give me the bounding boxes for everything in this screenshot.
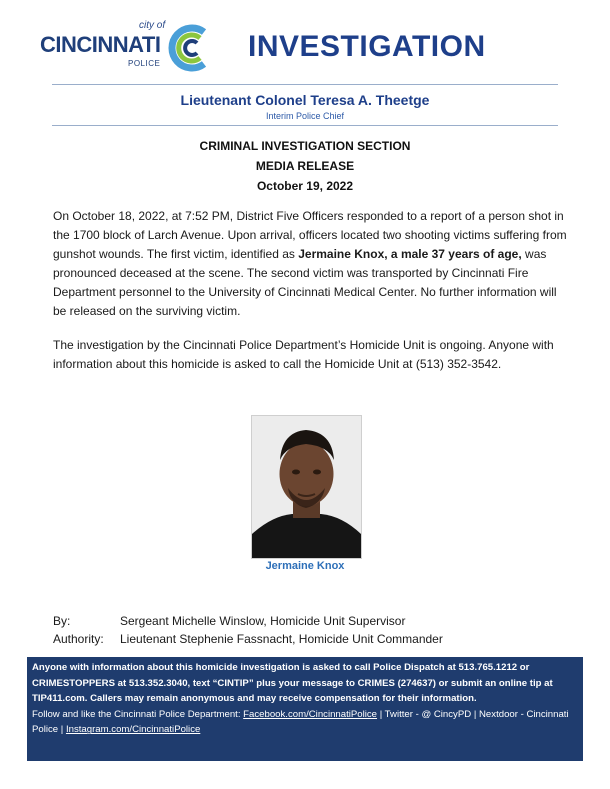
byline-label: By: — [53, 614, 71, 628]
incident-text-1: On October 18, 2022, at 7:52 PM, District Five Officers responded to a report of a person shot in the 1700 block of Larch Avenue. Upon arrival, officers located two shooting victims suffering from gunshot wounds. The first victim, identified as — [53, 209, 567, 261]
follow-prefix: Follow and like the Cincinnati Police Department: — [32, 708, 244, 720]
page-title: INVESTIGATION — [248, 30, 486, 63]
byline-value: Sergeant Michelle Winslow, Homicide Unit Supervisor — [120, 614, 406, 628]
victim-identification: Jermaine Knox, a male 37 years of age, — [298, 247, 522, 261]
tip-instructions: Anyone with information about this homicide investigation is asked to call Police Dispatch at 513.765.1212 or CRIMESTOPPERS at 513.352.3040, text “CINTIP” plus your message to CRIMES (274637) or submit an online tip at TIP411.com. Callers may remain anonymous and may receive compensation for their information. — [32, 662, 553, 705]
photo-caption: Jermaine Knox — [265, 560, 345, 572]
instagram-link[interactable]: Instagram.com/CincinnatiPolice — [65, 724, 201, 736]
chief-title: Interim Police Chief — [265, 111, 345, 121]
incident-text-2: was pronounced deceased at the scene. The second victim was transported by Cincinnati Fire Department personnel to the University of Cincinnati Medical Center. No further information will be released on the surviving victim. — [53, 247, 557, 318]
cincinnati-c-emblem-icon — [164, 22, 216, 74]
twitter-nextdoor-text: | Twitter - @ CincyPD | Nextdoor - Cincinnati Police | — [32, 708, 569, 736]
tip-info-footer — [27, 657, 583, 761]
authority-value: Lieutenant Stephenie Fassnacht, Homicide Unit Commander — [120, 632, 443, 646]
authority-label: Authority: — [53, 632, 104, 646]
cincinnati-police-logo — [40, 20, 220, 76]
release-date: October 19, 2022 — [256, 179, 354, 193]
victim-photo-image — [252, 416, 361, 558]
logo-police-label: POLICE — [128, 59, 161, 68]
incident-paragraph — [53, 207, 573, 321]
social-links — [32, 707, 578, 738]
victim-photo — [251, 415, 362, 559]
logo-city-name: CINCINNATI — [40, 32, 161, 57]
investigation-paragraph: The investigation by the Cincinnati Police Department’s Homicide Unit is ongoing. Anyone with information about this homicide is asked to call the Homicide Unit at (513) 352-3542. — [53, 338, 554, 371]
logo-city-of: city of — [139, 20, 166, 31]
section-heading: CRIMINAL INVESTIGATION SECTION — [199, 139, 411, 153]
chief-name: Lieutenant Colonel Teresa A. Theetge — [180, 92, 430, 108]
release-type: MEDIA RELEASE — [255, 159, 355, 173]
facebook-link[interactable]: Facebook.com/CincinnatiPolice — [243, 708, 378, 720]
header-divider-bottom — [52, 125, 558, 126]
header-divider-top — [52, 84, 558, 85]
